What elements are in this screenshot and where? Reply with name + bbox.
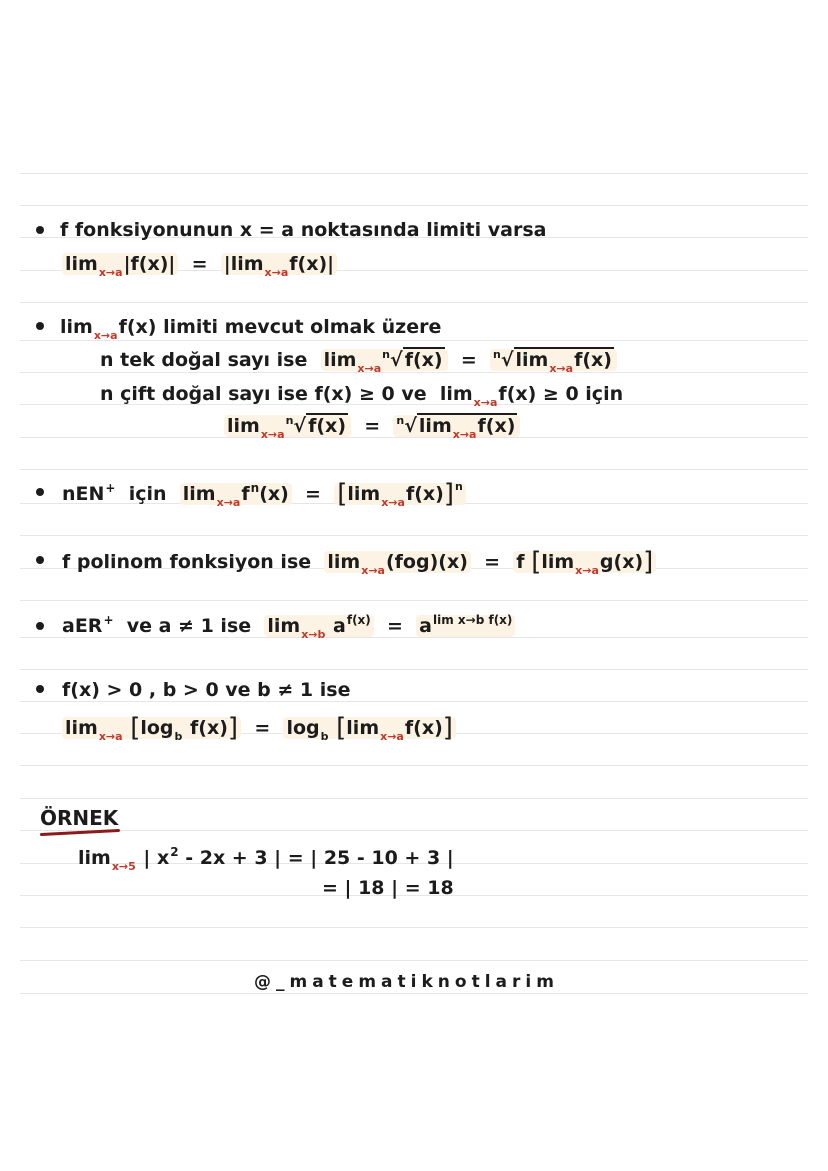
rule-3-line: nEN+ için $\lim_{x\to a}f^n(x) = [\lim_{x\to a}f(x)]^n$ <box>62 480 466 509</box>
ruled-line <box>20 535 808 536</box>
rule-1-line-1 <box>60 218 546 242</box>
bullet-5 <box>36 622 44 630</box>
ruled-line <box>20 993 808 994</box>
rule-6-line-1: f(x) > 0 , b > 0 ve b ≠ 1 ise <box>62 679 351 701</box>
bullet-4 <box>36 556 44 564</box>
rule-2-even-formula: $\lim_{x\to a}^n√$ f(x) = $^n$√ $\lim_{x\to a}f(x)$ <box>224 414 520 441</box>
ruled-line <box>20 173 808 174</box>
bullet-6 <box>36 685 44 693</box>
ruled-line <box>20 927 808 928</box>
rule-1-statement: f fonksiyonunun x = a noktasında limiti varsa <box>60 219 547 241</box>
ruled-line <box>20 205 808 206</box>
ruled-line <box>20 960 808 961</box>
bullet-2 <box>36 322 44 330</box>
example-title: ÖRNEK <box>40 806 119 830</box>
rule-2-odd-rhs: $^n$√ $\lim_{x\to a}f(x)$ <box>490 349 617 371</box>
rule-2-odd-case: n tek doğal sayı ise $\lim_{x\to a}^n√$ f(x) = $^n$√ $\lim_{x\to a}f(x)$ <box>100 348 617 375</box>
rule-1-rhs: $|\lim_{x\to a}f(x)|$ <box>221 253 337 275</box>
bullet-3 <box>36 488 44 496</box>
rule-1-lhs: $\lim_{x\to a}|f(x)|$ <box>62 253 178 275</box>
rule-4-lhs: $\lim_{x\to a}(fog)(x)$ <box>324 551 471 573</box>
rule-2-line-1: $\lim_{x\to a}f(x)$ limiti mevcut olmak üzere <box>60 316 442 342</box>
rule-4-rhs: f $[\lim_{x\to a}g(x)]$ <box>513 551 656 573</box>
example-line-1: $\lim_{x\to 5}$ | $x^2 - 2x + 3$ | = | 25 - 10 + 3 | <box>78 845 454 873</box>
ruled-line <box>20 469 808 470</box>
ruled-line <box>20 765 808 766</box>
rule-5-line: aER+ ve a ≠ 1 ise $\lim_{x\to b} a^{f(x)} = a^{lim x\to b f(x)}$ <box>62 614 515 641</box>
ruled-line <box>20 830 808 831</box>
rule-1-line-2 <box>62 252 337 279</box>
rule-5-rhs: $a^{lim x\to b f(x)}$ <box>416 615 515 637</box>
rule-5-lhs: $\lim_{x\to b} a^{f(x)}$ <box>264 615 373 637</box>
rule-3-rhs: $[\lim_{x\to a}f(x)]^n$ <box>334 483 466 505</box>
ruled-line <box>20 600 808 601</box>
rule-4-line: f polinom fonksiyon ise $\lim_{x\to a}(fog)(x) = f$ $[\lim_{x\to a}g(x)]$ <box>62 548 656 577</box>
bullet-1 <box>36 226 44 234</box>
rule-1-equals: = <box>191 253 208 275</box>
footer-handle: @_matematiknotlarim <box>254 972 559 992</box>
ruled-line <box>20 798 808 799</box>
example-line-2: = | 18 | = 18 <box>322 877 454 899</box>
rule-2-even-case: n çift doğal sayı ise f(x) ≥ 0 ve $\lim_{x\to a}f(x) \ge 0$ için <box>100 383 624 409</box>
rule-2-odd-lhs: $\lim_{x\to a}^n√$ f(x) <box>321 349 448 371</box>
rule-6-line-2: $\lim_{x\to a} [\log_b$ $f(x)] = \log_b [\lim_{x\to a}f(x)]$ <box>62 714 456 743</box>
ruled-line <box>20 669 808 670</box>
rule-3-lhs: $\lim_{x\to a}f^n(x)$ <box>180 483 292 505</box>
ruled-line <box>20 302 808 303</box>
rule-6-lhs: $\lim_{x\to a} [\log_b$ f(x)] <box>62 717 241 739</box>
rule-6-rhs: $\log_b [\lim_{x\to a}f(x)]$ <box>283 717 455 739</box>
